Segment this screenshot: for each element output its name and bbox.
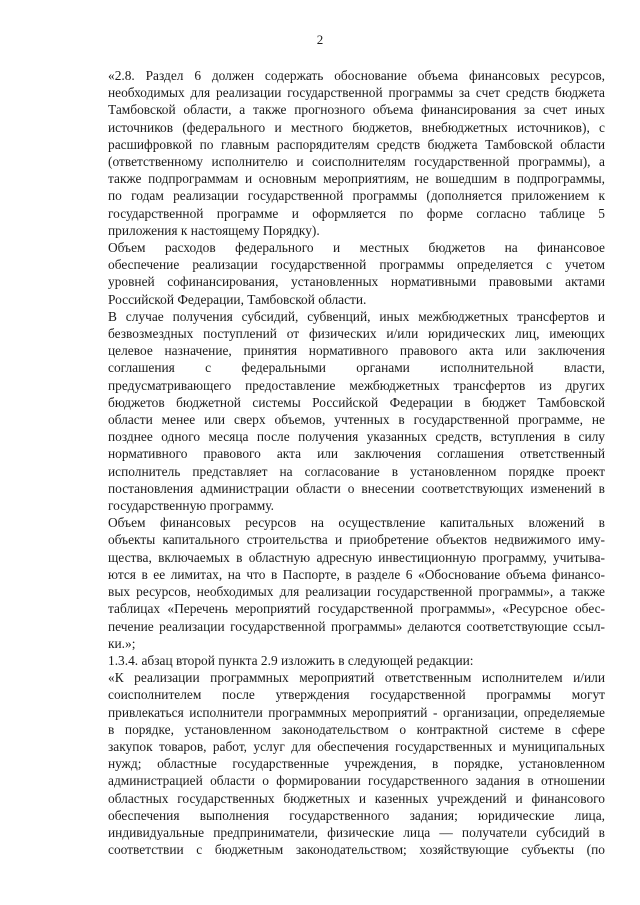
- text-line: государственную программу.: [108, 498, 274, 514]
- text-line: Тамбовской области, а также прогнозного объема финансирования за счет иных: [108, 102, 605, 118]
- text-line: (ответственному исполнителю и соисполнителям государственной программы), а: [108, 154, 605, 170]
- text-line: ки.»;: [108, 635, 136, 651]
- text-line: предусматривающего предоставление межбюджетных трансфертов из других: [108, 377, 605, 393]
- paragraph-subsidies: [80, 308, 605, 514]
- text-line: печение реализации государственной программы» делаются соответствующие ссыл-: [108, 618, 605, 634]
- text-line: уровней софинансирования, установленных нормативными правовыми актами: [108, 274, 605, 290]
- text-line: позднее одного месяца после получения указанных средств, вступления в силу: [108, 429, 605, 445]
- text-line: «К реализации программных мероприятий ответственным исполнителем и/или: [108, 670, 605, 686]
- text-line: обеспечения выполнения государственного задания; юридические лица,: [108, 807, 605, 823]
- text-line: ются в ее лимитах, на что в Паспорте, в разделе 6 «Обоснование объема финансо-: [108, 566, 605, 582]
- document-body: [80, 67, 605, 858]
- text-line: расшифровкой по главным распорядителям средств бюджета Тамбовской области: [108, 136, 605, 152]
- text-line: также подпрограммам и основным мероприятиям, не вошедшим в подпрограммы,: [108, 171, 605, 187]
- text-line: областных государственных бюджетных и казенных учреждений и финансового: [108, 790, 605, 806]
- text-line: необходимых для реализации государственной программы за счет средств бюджета: [108, 85, 605, 101]
- text-line: 1.3.4. абзац второй пункта 2.9 изложить в следующей редакции:: [108, 652, 474, 668]
- text-line: закупок товаров, работ, услуг для обеспечения государственных и муниципальных: [108, 738, 605, 754]
- text-line: приложения к настоящему Порядку).: [108, 222, 320, 238]
- text-line: привлекаться исполнители программных мероприятий - организации, определяемые: [108, 704, 605, 720]
- text-line: по годам реализации государственной программы (дополняется приложением к: [108, 188, 605, 204]
- text-line: источников (федерального и местного бюджетов, внебюджетных источников), с: [108, 119, 605, 135]
- text-line: индивидуальные предприниматели, физические лица — получатели субсидий в: [108, 824, 605, 840]
- text-line: исполнитель представляет на согласование в установленном порядке проект: [108, 463, 605, 479]
- paragraph-program-executors: [80, 669, 605, 858]
- text-line: Российской Федерации, Тамбовской области.: [108, 291, 367, 307]
- text-line: в порядке, установленном законодательством о контрактной системе в сфере: [108, 721, 605, 737]
- text-line: таблицах «Перечень мероприятий государственной программы», «Ресурсное обес-: [108, 601, 605, 617]
- text-line: Объем финансовых ресурсов на осуществление капитальных вложений в: [108, 515, 605, 531]
- text-line: нужд; областные государственные учреждения, в порядке, установленном: [108, 756, 605, 772]
- text-line: Объем расходов федерального и местных бюджетов на финансовое: [108, 240, 605, 256]
- page-number: 2: [316, 32, 324, 47]
- paragraph-capital-investment: [80, 514, 605, 652]
- text-line: соисполнителем после утверждения государственной программы могут: [108, 687, 605, 703]
- text-line: целевое назначение, принятия нормативного правового акта или заключения: [108, 343, 605, 359]
- text-line: нормативного правового акта или заключения соглашения ответственный: [108, 446, 605, 462]
- text-line: государственной программе и оформляется по форме согласно таблице 5: [108, 205, 605, 221]
- text-line: соглашения с федеральными органами исполнительной власти,: [108, 360, 605, 376]
- text-line: В случае получения субсидий, субвенций, иных межбюджетных трансфертов и: [108, 308, 605, 324]
- text-line: «2.8. Раздел 6 должен содержать обоснование объема финансовых ресурсов,: [108, 68, 605, 83]
- text-line: объекты капитального строительства и приобретение объектов недвижимого иму-: [108, 532, 605, 548]
- paragraph-item-1-3-4: [80, 652, 605, 669]
- text-line: обеспечение реализации государственной программы определяется с учетом: [108, 257, 605, 273]
- text-line: администрацией области о формировании государственного задания в отношении: [108, 773, 605, 789]
- text-line: вых ресурсов, необходимых для реализации государственной программы», а также: [108, 584, 605, 600]
- paragraph-section-2-8: [80, 67, 605, 239]
- paragraph-budget-volume: [80, 239, 605, 308]
- text-line: безвозмездных поступлений от физических и/или юридических лиц, имеющих: [108, 326, 605, 342]
- text-line: щества, включаемых в областную адресную инвестиционную программу, учитыва-: [108, 549, 605, 565]
- text-line: бюджетов бюджетной системы Российской Федерации в бюджет Тамбовской: [108, 394, 605, 410]
- text-line: постановления администрации области о внесении соответствующих изменений в: [108, 480, 605, 496]
- text-line: области менее или сверх объемов, учтенных в государственной программе, не: [108, 412, 605, 428]
- text-line: соответствии с бюджетным законодательством; хозяйствующие субъекты (по: [108, 842, 605, 858]
